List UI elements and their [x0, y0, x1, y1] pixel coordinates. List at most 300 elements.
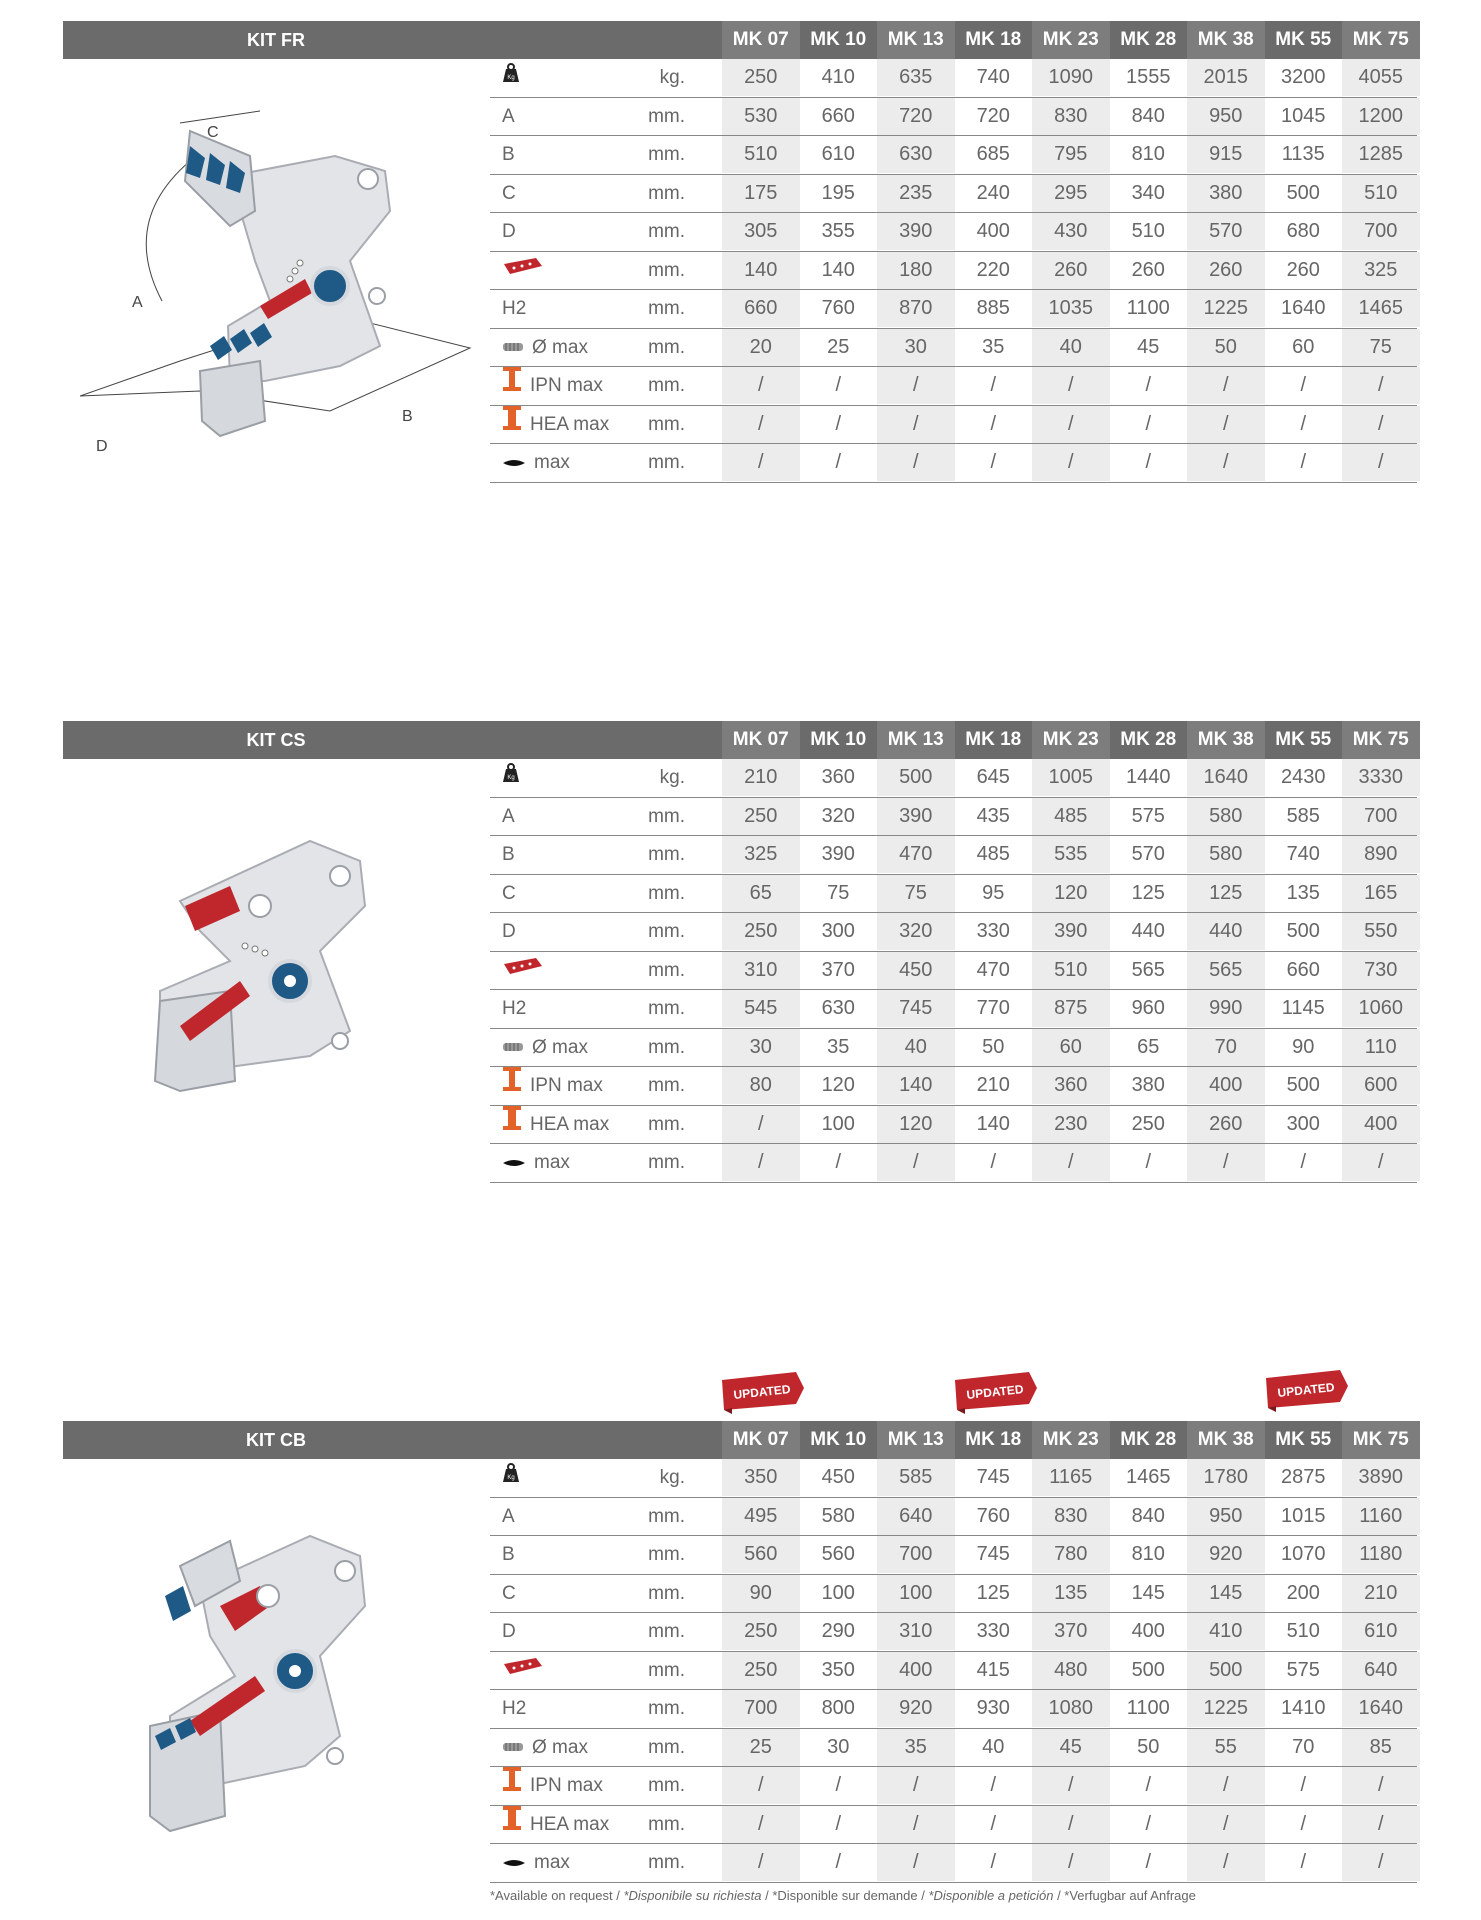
table-cell: 470 — [877, 836, 955, 873]
row-label — [502, 252, 552, 289]
table-cell: 2875 — [1281, 1466, 1326, 1488]
table-cell: 250 — [722, 1652, 800, 1689]
row-label-text: HEA max — [530, 413, 610, 435]
table-cell: 400 — [1187, 1067, 1265, 1104]
row-unit: mm. — [648, 844, 685, 865]
table-row — [490, 798, 1417, 837]
table-cell: 3330 — [1342, 759, 1420, 796]
table-cell: 120 — [877, 1106, 955, 1143]
table-cell: 885 — [976, 297, 1010, 319]
table-cell: 1145 — [1281, 997, 1325, 1019]
table-cell: 110 — [1342, 1029, 1420, 1066]
row-label — [502, 798, 515, 835]
row-label-text: A — [502, 1505, 515, 1527]
row-label — [502, 913, 516, 950]
hea-beam-icon — [502, 405, 522, 444]
table-cell: 510 — [1342, 175, 1420, 212]
table-cell: 1465 — [1342, 290, 1420, 327]
row-label — [502, 367, 603, 404]
row-unit: mm. — [648, 298, 685, 319]
table-cell: / — [877, 1144, 955, 1181]
table-cell: 35 — [982, 335, 1005, 358]
table-cell: 145 — [1187, 1575, 1265, 1612]
table-cell: / — [990, 1851, 997, 1873]
table-cell: 260 — [1187, 252, 1265, 289]
table-cell: / — [1145, 412, 1152, 435]
table-cell: 740 — [976, 66, 1010, 88]
table-cell: / — [877, 1767, 955, 1804]
row-unit: mm. — [648, 1113, 685, 1135]
table-cell: / — [1032, 1767, 1110, 1804]
row-label — [502, 1844, 570, 1881]
table-cell: / — [722, 367, 800, 404]
table-cell: 745 — [877, 990, 955, 1027]
table-cell: 75 — [827, 881, 850, 904]
table-cell: / — [722, 444, 800, 481]
table-cell: 70 — [1187, 1029, 1265, 1066]
table-cell: 135 — [1032, 1575, 1110, 1612]
table-cell: 560 — [722, 1536, 800, 1573]
table-cell: / — [877, 1806, 955, 1843]
table-cell: 4055 — [1342, 59, 1420, 96]
model-header-mk-10: MK 10 — [810, 1429, 867, 1450]
table-cell: 1555 — [1126, 66, 1171, 88]
table-cell: 700 — [877, 1536, 955, 1573]
table-cell: 235 — [877, 175, 955, 212]
table-cell: 1640 — [1187, 759, 1265, 796]
table-cell: 125 — [1131, 881, 1165, 904]
row-unit: mm. — [648, 1813, 685, 1835]
table-cell: 75 — [1342, 329, 1420, 366]
table-cell: / — [1187, 1844, 1265, 1881]
row-label-text: D — [502, 221, 516, 242]
row-unit: mm. — [648, 1505, 685, 1527]
table-row — [490, 1844, 1417, 1883]
table-cell: 500 — [1286, 920, 1320, 942]
row-label-text: B — [502, 844, 515, 865]
row-label-text: max — [534, 452, 570, 473]
row-unit: mm. — [648, 1621, 685, 1642]
table-cell: / — [1145, 1812, 1152, 1835]
table-cell: 300 — [821, 920, 855, 942]
table-cell: 380 — [1131, 1074, 1165, 1096]
model-header-mk-55: MK 55 — [1275, 729, 1332, 750]
table-cell: 800 — [821, 1697, 855, 1719]
kit-title: KIT CS — [246, 730, 306, 750]
table-cell: 390 — [877, 213, 955, 250]
table-cell: 180 — [877, 252, 955, 289]
availability-footnote: *Available on request / *Disponibile su richiesta / *Disponible sur demande / *Disponible a petición / *Verfugbar auf Anfrage — [490, 1888, 1196, 1903]
row-label-text: Ø max — [532, 1736, 588, 1758]
table-cell: 610 — [821, 143, 855, 165]
table-row — [490, 1806, 1417, 1845]
model-header-mk-18: MK 18 — [965, 729, 1022, 750]
row-label-text: HEA max — [530, 1813, 610, 1835]
row-label-text: C — [502, 1582, 516, 1604]
table-cell: 320 — [821, 804, 855, 827]
table-cell: 960 — [1131, 997, 1165, 1019]
table-cell: 40 — [982, 1735, 1005, 1758]
row-unit: mm. — [648, 336, 685, 358]
row-label-text: IPN max — [530, 1775, 603, 1796]
row-label-text: Ø max — [532, 336, 588, 358]
table-cell: 260 — [1032, 252, 1110, 289]
table-cell: 60 — [1292, 335, 1315, 358]
row-label-text: D — [502, 921, 516, 942]
table-row — [490, 329, 1417, 368]
table-cell: 645 — [976, 766, 1010, 788]
model-header-mk-28: MK 28 — [1120, 729, 1177, 750]
table-cell: 145 — [1131, 1581, 1165, 1604]
table-cell: 795 — [1032, 136, 1110, 173]
table-cell: 740 — [1286, 843, 1320, 865]
row-unit: mm. — [648, 921, 685, 942]
table-cell: 840 — [1131, 104, 1165, 127]
model-header-mk-18: MK 18 — [965, 1429, 1022, 1450]
ipn-beam-icon — [502, 1066, 522, 1105]
table-cell: / — [835, 1151, 842, 1173]
table-cell: 380 — [1187, 175, 1265, 212]
model-header-mk-07: MK 07 — [722, 1421, 800, 1459]
table-cell: 920 — [1187, 1536, 1265, 1573]
model-header-mk-13: MK 13 — [877, 721, 955, 759]
table-cell: 140 — [821, 258, 855, 281]
row-label — [502, 290, 526, 327]
table-cell: 585 — [1286, 804, 1320, 827]
table-cell: 1225 — [1187, 290, 1265, 327]
row-unit: mm. — [648, 959, 685, 981]
table-cell: 685 — [976, 143, 1010, 165]
table-cell: 560 — [821, 1543, 855, 1565]
table-cell: / — [1032, 406, 1110, 443]
model-header-mk-75: MK 75 — [1342, 721, 1420, 759]
table-cell: / — [835, 1851, 842, 1873]
row-label-text: H2 — [502, 998, 527, 1019]
table-cell: / — [1187, 1144, 1265, 1181]
table-cell: / — [1342, 1806, 1420, 1843]
table-row — [490, 213, 1417, 252]
table-cell: 260 — [1187, 1106, 1265, 1143]
table-cell: 25 — [722, 1729, 800, 1766]
table-cell: 140 — [976, 1112, 1010, 1135]
row-label-text: max — [534, 1152, 570, 1173]
weight-icon — [502, 1459, 520, 1496]
table-cell: 50 — [982, 1035, 1005, 1058]
table-row — [490, 444, 1417, 483]
table-cell: / — [722, 1806, 800, 1843]
table-cell: 390 — [1032, 913, 1110, 950]
table-cell: / — [1300, 451, 1307, 473]
table-cell: / — [835, 374, 842, 396]
table-cell: 760 — [976, 1504, 1010, 1527]
table-cell: 500 — [877, 759, 955, 796]
svg-text:UPDATED: UPDATED — [965, 1382, 1025, 1402]
table-row — [490, 175, 1417, 214]
table-cell: 580 — [1187, 836, 1265, 873]
table-cell: / — [1032, 1144, 1110, 1181]
row-label-text: H2 — [502, 1698, 527, 1719]
table-cell: 745 — [976, 1543, 1010, 1565]
model-header-mk-13: MK 13 — [877, 1421, 955, 1459]
table-row — [490, 290, 1417, 329]
table-cell: / — [1187, 1767, 1265, 1804]
row-label — [502, 1536, 515, 1573]
table-cell: 1015 — [1281, 1504, 1326, 1527]
table-cell: 390 — [821, 843, 855, 865]
table-row — [490, 913, 1417, 952]
rebar-icon — [502, 1729, 524, 1766]
table-row — [490, 136, 1417, 175]
table-cell: 700 — [1342, 798, 1420, 835]
table-row — [490, 1106, 1417, 1145]
row-label — [502, 1498, 515, 1535]
kit-fr-illustration — [80, 101, 480, 461]
table-cell: / — [1300, 374, 1307, 396]
table-cell: 400 — [976, 220, 1010, 242]
table-cell: 3200 — [1281, 66, 1326, 88]
table-cell: 290 — [821, 1620, 855, 1642]
table-cell: 700 — [1342, 213, 1420, 250]
row-unit: mm. — [648, 221, 685, 242]
table-cell: / — [722, 1144, 800, 1181]
table-cell: 165 — [1342, 875, 1420, 912]
table-cell: 1225 — [1187, 1690, 1265, 1727]
row-unit: mm. — [648, 1036, 685, 1058]
table-cell: 510 — [1286, 1620, 1320, 1642]
table-cell: 840 — [1131, 1504, 1165, 1527]
table-row — [490, 367, 1417, 406]
row-unit: mm. — [648, 144, 685, 165]
table-cell: 570 — [1131, 843, 1165, 865]
table-cell: 1465 — [1126, 1466, 1171, 1488]
table-cell: 250 — [722, 1613, 800, 1650]
row-label-text: Ø max — [532, 1036, 588, 1058]
table-cell: 240 — [976, 181, 1010, 204]
table-cell: 390 — [877, 798, 955, 835]
table-cell: 1200 — [1342, 98, 1420, 135]
table-cell: 410 — [1187, 1613, 1265, 1650]
table-cell: 1780 — [1187, 1459, 1265, 1496]
blade-icon — [502, 1652, 544, 1689]
table-cell: 510 — [1131, 220, 1165, 242]
table-row — [490, 406, 1417, 445]
table-cell: 260 — [1131, 258, 1165, 281]
row-label-text: IPN max — [530, 375, 603, 396]
dim-label-c: C — [207, 124, 219, 141]
row-unit: mm. — [648, 882, 685, 904]
row-label-text: H2 — [502, 298, 527, 319]
row-label-text: A — [502, 805, 515, 827]
table-cell: 90 — [722, 1575, 800, 1612]
row-unit: mm. — [648, 1736, 685, 1758]
table-cell: 195 — [821, 181, 855, 204]
row-label — [502, 1144, 570, 1181]
table-cell: 1100 — [1126, 297, 1170, 319]
model-header-mk-07: MK 07 — [722, 21, 800, 59]
table-cell: / — [1342, 444, 1420, 481]
table-cell: 220 — [976, 258, 1010, 281]
table-cell: / — [1342, 367, 1420, 404]
model-header-mk-75: MK 75 — [1342, 21, 1420, 59]
table-cell: 310 — [722, 952, 800, 989]
table-row — [490, 1729, 1417, 1768]
table-cell: 570 — [1187, 213, 1265, 250]
table-cell: 565 — [1131, 958, 1165, 981]
table-cell: / — [877, 1844, 955, 1881]
model-header-mk-38: MK 38 — [1187, 721, 1265, 759]
table-cell: 125 — [1187, 875, 1265, 912]
table-cell: 915 — [1187, 136, 1265, 173]
model-header-mk-75: MK 75 — [1342, 1421, 1420, 1459]
kit-cs-illustration — [140, 831, 420, 1131]
table-row — [490, 1459, 1417, 1498]
row-label — [502, 1613, 516, 1650]
table-cell: 65 — [722, 875, 800, 912]
row-unit: mm. — [648, 1852, 685, 1873]
table-cell: 585 — [877, 1459, 955, 1496]
row-label-text: HEA max — [530, 1113, 610, 1135]
rebar-icon — [502, 329, 524, 366]
table-cell: / — [1145, 451, 1152, 473]
table-cell: 40 — [1032, 329, 1110, 366]
row-unit: kg. — [659, 767, 685, 788]
table-cell: 745 — [976, 1466, 1010, 1488]
table-cell: 65 — [1137, 1035, 1160, 1058]
table-cell: 780 — [1032, 1536, 1110, 1573]
table-row — [490, 759, 1417, 798]
table-cell: 370 — [821, 958, 855, 981]
table-cell: 2430 — [1281, 766, 1326, 788]
table-row — [490, 875, 1417, 914]
table-cell: / — [1342, 1767, 1420, 1804]
row-label — [502, 952, 552, 989]
table-cell: 875 — [1032, 990, 1110, 1027]
table-row — [490, 1067, 1417, 1106]
model-header-mk-38: MK 38 — [1187, 21, 1265, 59]
table-cell: 680 — [1286, 220, 1320, 242]
table-cell: 440 — [1131, 920, 1165, 942]
table-cell: / — [835, 451, 842, 473]
row-label — [502, 875, 516, 912]
table-cell: 35 — [827, 1035, 850, 1058]
table-cell: 120 — [1032, 875, 1110, 912]
row-label — [502, 1806, 609, 1843]
table-cell: 1005 — [1032, 759, 1110, 796]
table-cell: / — [1300, 412, 1307, 435]
table-cell: 350 — [821, 1658, 855, 1681]
table-cell: 630 — [821, 997, 855, 1019]
table-cell: 510 — [722, 136, 800, 173]
table-cell: 340 — [1131, 181, 1165, 204]
table-cell: 640 — [877, 1498, 955, 1535]
table-cell: 250 — [722, 59, 800, 96]
table-cell: 550 — [1342, 913, 1420, 950]
weight-icon — [502, 59, 520, 96]
table-cell: 35 — [877, 1729, 955, 1766]
table-cell: 500 — [1187, 1652, 1265, 1689]
table-cell: / — [1032, 444, 1110, 481]
table-cell: 810 — [1131, 1543, 1165, 1565]
table-cell: 760 — [821, 297, 855, 319]
model-header-mk-10: MK 10 — [810, 729, 867, 750]
table-cell: 990 — [1187, 990, 1265, 1027]
table-cell: / — [877, 406, 955, 443]
table-row — [490, 1029, 1417, 1068]
table-cell: 50 — [1187, 329, 1265, 366]
table-cell: 30 — [877, 329, 955, 366]
dim-label-a: A — [132, 294, 143, 311]
row-unit: mm. — [648, 1775, 685, 1796]
table-cell: 575 — [1286, 1658, 1320, 1681]
row-label — [502, 98, 515, 135]
table-row — [490, 1613, 1417, 1652]
table-cell: 325 — [1342, 252, 1420, 289]
row-label — [502, 1106, 609, 1143]
updated-badge — [951, 1370, 1041, 1414]
table-cell: 660 — [1286, 958, 1320, 981]
table-cell: / — [1145, 1851, 1152, 1873]
table-cell: 140 — [722, 252, 800, 289]
table-cell: 930 — [976, 1697, 1010, 1719]
table-cell: / — [1342, 1144, 1420, 1181]
table-cell: / — [990, 1774, 997, 1796]
model-header-mk-55: MK 55 — [1275, 1429, 1332, 1450]
table-cell: 720 — [976, 104, 1010, 127]
table-cell: 40 — [877, 1029, 955, 1066]
table-cell: 660 — [821, 104, 855, 127]
table-cell: 45 — [1137, 335, 1160, 358]
table-cell: 1045 — [1281, 104, 1326, 127]
table-cell: 500 — [1286, 181, 1320, 204]
table-row — [490, 1536, 1417, 1575]
table-cell: 2015 — [1187, 59, 1265, 96]
table-cell: 295 — [1032, 175, 1110, 212]
table-cell: 415 — [976, 1658, 1010, 1681]
table-cell: / — [1342, 1844, 1420, 1881]
kit-cb-header — [63, 1421, 1417, 1459]
row-unit: mm. — [648, 805, 685, 827]
table-cell: 1090 — [1032, 59, 1110, 96]
table-cell: 950 — [1187, 1498, 1265, 1535]
table-cell: 430 — [1032, 213, 1110, 250]
table-cell: 575 — [1131, 804, 1165, 827]
row-unit: mm. — [648, 1659, 685, 1681]
table-cell: 55 — [1187, 1729, 1265, 1766]
row-unit: mm. — [648, 998, 685, 1019]
updated-badge — [718, 1370, 808, 1414]
row-label — [502, 175, 516, 212]
table-cell: 485 — [976, 843, 1010, 865]
table-cell: 370 — [1032, 1613, 1110, 1650]
table-cell: / — [1145, 374, 1152, 396]
table-cell: / — [722, 1844, 800, 1881]
row-label — [502, 1459, 528, 1496]
table-cell: 210 — [1342, 1575, 1420, 1612]
table-cell: 1080 — [1032, 1690, 1110, 1727]
table-cell: 300 — [1286, 1112, 1320, 1135]
table-cell: 1410 — [1281, 1697, 1326, 1719]
table-cell: 400 — [1342, 1106, 1420, 1143]
table-cell: 135 — [1286, 881, 1320, 904]
table-cell: 50 — [1137, 1735, 1160, 1758]
table-cell: 350 — [722, 1459, 800, 1496]
row-unit: mm. — [648, 1544, 685, 1565]
svg-text:Kg: Kg — [507, 775, 515, 781]
table-cell: 330 — [976, 920, 1010, 942]
table-cell: / — [1300, 1812, 1307, 1835]
weight-icon — [502, 759, 520, 796]
model-header-mk-28: MK 28 — [1120, 29, 1177, 50]
